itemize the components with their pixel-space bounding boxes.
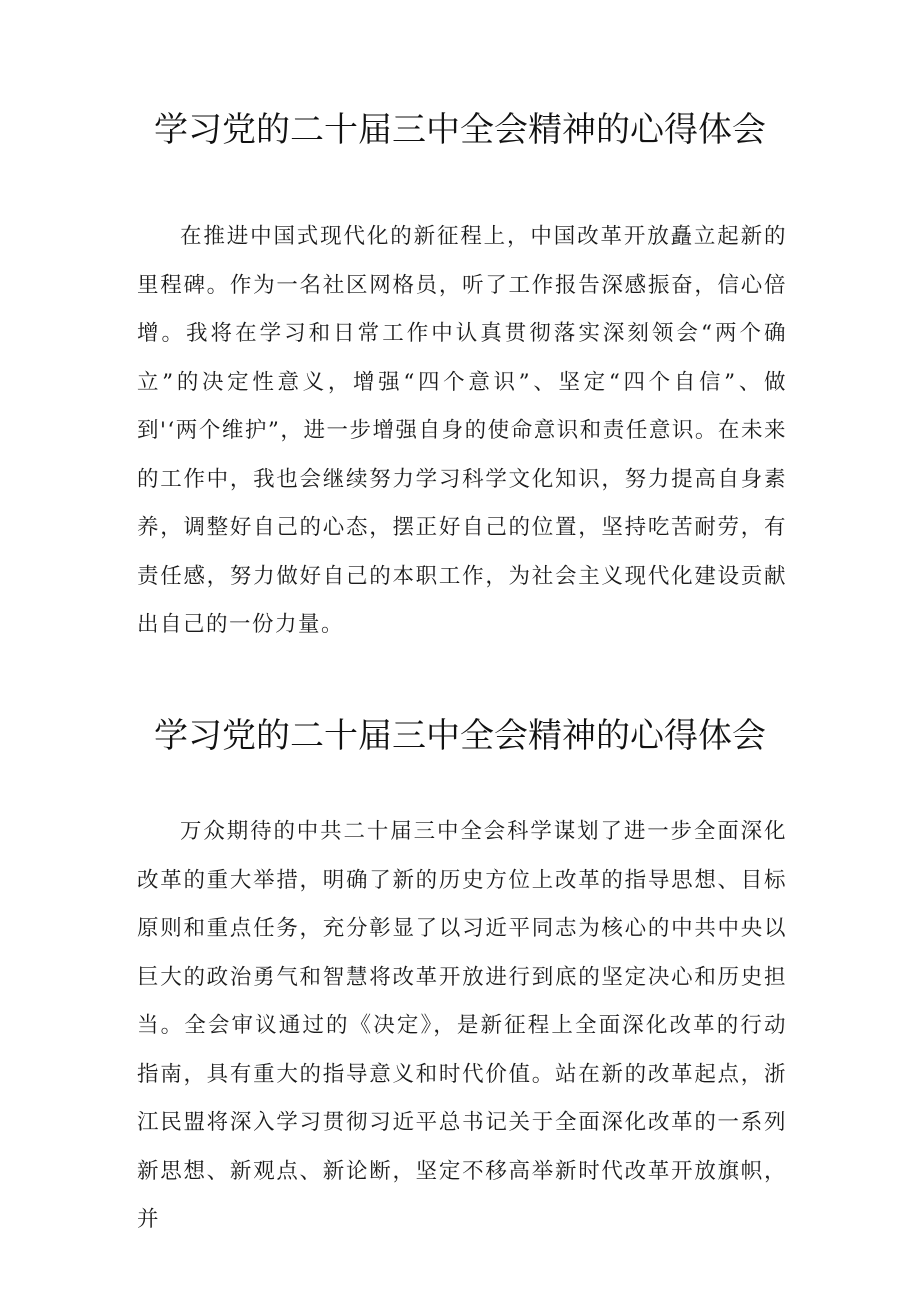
section-title: 学习党的二十届三中全会精神的心得体会 xyxy=(154,716,766,756)
section-title: 学习党的二十届三中全会精神的心得体会 xyxy=(154,110,766,150)
body-paragraph: 万众期待的中共二十届三中全会科学谋划了进一步全面深化改革的重大举措，明确了新的历史方位上改革的指导思想、目标原则和重点任务，充分彰显了以习近平同志为核心的中共中央以巨大的政治勇气和智慧将改革开放进行到底的坚定决心和历史担当。全会审议通过的《决定》，是新征程上全面深化改革的行动指南，具有重大的指导意义和时代价值。站在新的改革起点，浙江民盟将深入学习贯彻习近平总书记关于全面深化改革的一系列新思想、新观点、新论断，坚定不移高举新时代改革开放旗帜，并 xyxy=(137,819,787,1232)
body-paragraph: 在推进中国式现代化的新征程上，中国改革开放矗立起新的里程碑。作为一名社区网格员，听了工作报告深感振奋，信心倍增。我将在学习和日常工作中认真贯彻落实深刻领会“两个确立”的决定性意义，增强“四个意识”、坚定“四个自信”、做到'‘两个维护”，进一步增强自身的使命意识和责任意识。在未来的工作中，我也会继续努力学习科学文化知识，努力提高自身素养，调整好自己的心态，摆正好自己的位置，坚持吃苦耐劳，有责任感，努力做好自己的本职工作，为社会主义现代化建设贡献出自己的一份力量。 xyxy=(137,224,787,637)
